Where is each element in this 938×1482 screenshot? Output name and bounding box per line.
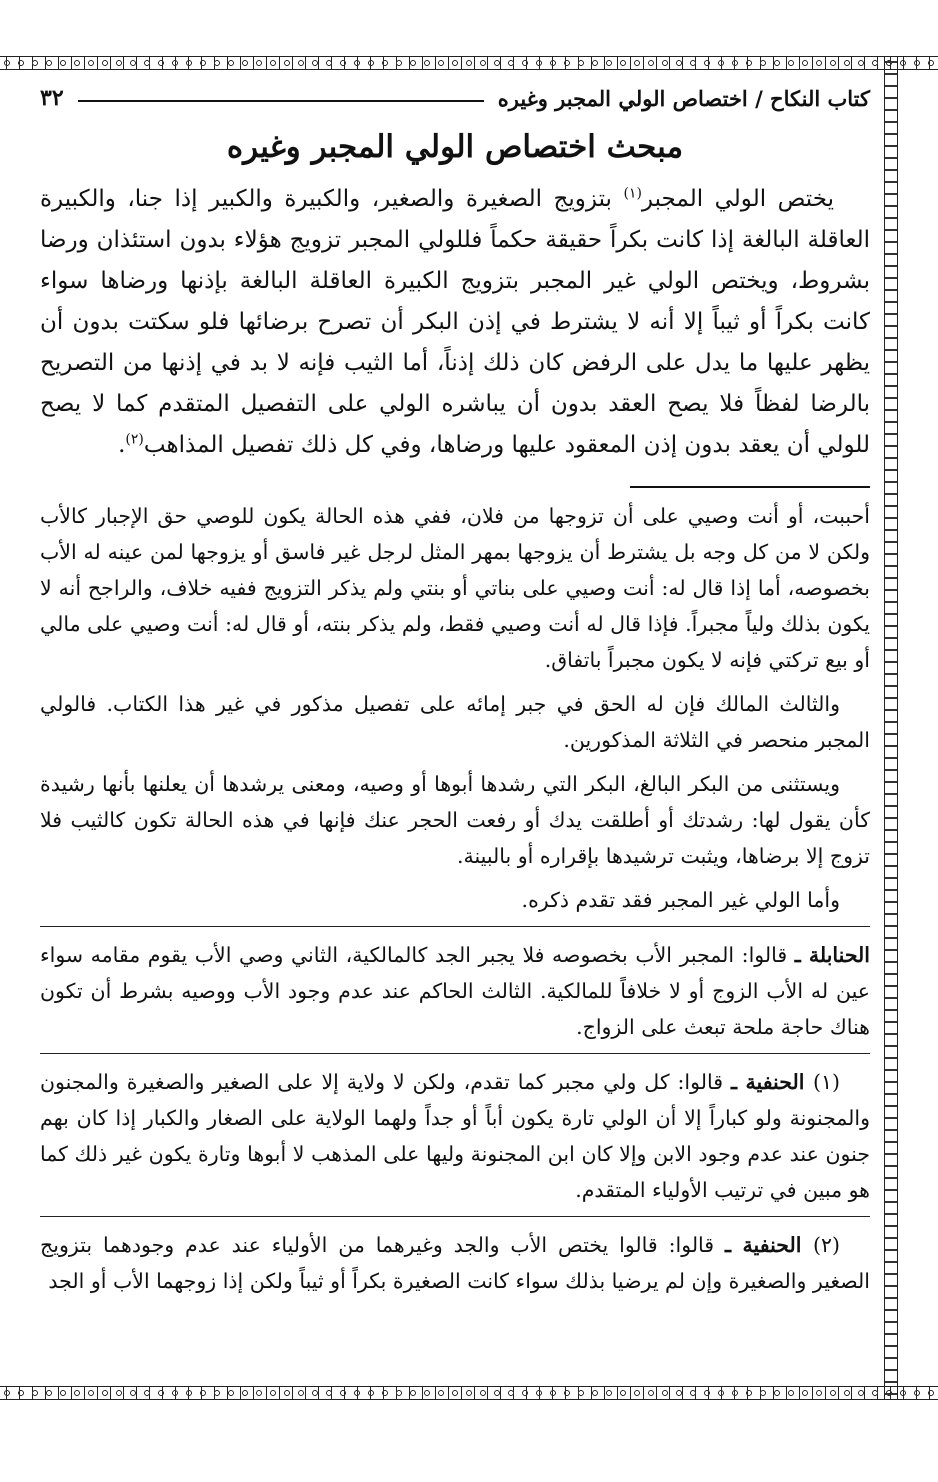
running-head-rule [78, 100, 484, 102]
footnote-marker-2[interactable]: (٢) [125, 431, 144, 448]
main-paragraph [40, 179, 870, 466]
footnote-2 [40, 1227, 870, 1299]
footnote-2-text: قالوا: قالوا يختص الأب والجد وغيرهما من الأولياء عند عدم وجودهما بتزويج الصغير والصغيرة وإن لم يرضيا بذلك سواء كانت الصغيرة بكراً أو ثيباً ولكن إذا زوجهما الأب أو الجد [40, 1233, 870, 1293]
main-text-start: يختص الولي المجبر [641, 186, 834, 212]
footnote-continuation-2: والثالث المالك فإن له الحق في جبر إمائه على تفصيل مذكور في غير هذا الكتاب. فالولي المجبر منحصر في الثلاثة المذكورين. [40, 692, 870, 752]
footnote-divider [40, 1216, 870, 1217]
hanabila-text: قالوا: المجبر الأب بخصوصه فلا يجبر الجد كالمالكية، الثاني وصي الأب يقوم مقامه سواء عين له الأب الزوج أو لا خلافاً للمالكية. الثالث الحاكم عند عدم وجود الأب ووصيه بشرط أن تكون هناك حاجة ملحة تبعث على الزواج. [40, 943, 870, 1039]
page-number: ٣٢ [40, 85, 64, 111]
footnote-separator [630, 486, 870, 488]
footnote-divider [40, 1053, 870, 1054]
running-head [40, 78, 870, 119]
main-text [40, 179, 870, 466]
footnotes [40, 498, 870, 1299]
footnote-continuation-3: ويستثنى من البكر البالغ، البكر التي رشدها أبوها أو وصيه، ومعنى يرشدها أن يعلنها بأنها رشيدة كأن يقول لها: رشدتك أو أطلقت يدك أو رفعت الحجر عنك فإنها في هذه الحالة تكون كالثيب فلا تزوج إلا برضاها، ويثبت ترشيدها بإقراره أو بالبينة. [40, 772, 870, 868]
madhhab-label-hanafiyya: الحنفية ـ [730, 1070, 813, 1094]
footnote-1-number: (١) [812, 1070, 840, 1094]
ornamental-border-top [0, 56, 938, 70]
ornamental-border-right [884, 56, 898, 1400]
footnote-divider [40, 926, 870, 927]
book-page [40, 78, 870, 1378]
footnote-hanabila [40, 937, 870, 1045]
footnote-continuation-4: وأما الولي غير المجبر فقد تقدم ذكره. [521, 888, 840, 912]
madhhab-label-hanabila: الحنابلة ـ [794, 943, 871, 967]
running-head-title: كتاب النكاح / اختصاص الولي المجبر وغيره [497, 85, 870, 111]
main-text-end: . [118, 432, 126, 458]
footnote-1 [40, 1064, 870, 1208]
footnote-continuation-1: أحببت، أو أنت وصيي على أن تزوجها من فلان، ففي هذه الحالة يكون للوصي حق الإجبار كالأب ولكن لا من كل وجه بل يشترط أن يزوجها بمهر المثل لرجل غير فاسق أو يزوجها لمن عينه له الأب بخصوصه، أما إذا قال له: أنت وصيي على بناتي أو بنتي ولم يذكر التزويج ففيه خلاف، والراجح أنه لا يكون بذلك ولياً مجبراً. فإذا قال له أنت وصيي فقط، ولم يذكر بنته، أو قال له: أنت وصيي على مالي أو بيع تركتي فإنه لا يكون مجبراً باتفاق. [40, 504, 870, 672]
madhhab-label-hanafiyya-2: الحنفية ـ [725, 1233, 813, 1257]
footnote-2-number: (٢) [812, 1233, 840, 1257]
footnote-1-text: قالوا: كل ولي مجبر كما تقدم، ولكن لا ولاية إلا على الصغير والصغيرة والمجنون والمجنونة ولو كباراً إلا أن الولي تارة يكون أباً أو جداً ولهما الولاية على الصغار والكبار إذا كان بهم جنون عند عدم وجود الابن وإلا كان ابن المجنونة وليها على المذهب لا أبوها وتارة يكون غير ذلك كما هو مبين في ترتيب الأولياء المتقدم. [40, 1070, 870, 1202]
main-text-body: بتزويج الصغيرة والصغير، والكبيرة والكبير إذا جنا، والكبيرة العاقلة البالغة إذا كانت بكراً حقيقة حكماً فللولي المجبر تزويج هؤلاء بدون استئذان ورضا بشروط، ويختص الولي غير المجبر بتزويج الكبيرة العاقلة البالغة بإذنها ورضاها سواء كانت بكراً أو ثيباً إلا أنه لا يشترط في إذن البكر أن تصرح برضائها فلو سكتت بدون أن يظهر عليها ما يدل على الرفض كان ذلك إذناً، أما الثيب فإنه لا بد في إذنها من التصريح بالرضا لفظاً فلا يصح العقد بدون أن يباشره الولي على التفصيل المتقدم كما لا يصح للولي أن يعقد بدون إذن المعقود عليها ورضاها، وفي كل ذلك تفصيل المذاهب [40, 186, 870, 458]
ornamental-border-bottom [0, 1386, 938, 1400]
chapter-title: مبحث اختصاص الولي المجبر وغيره [226, 129, 684, 165]
footnote-marker-1[interactable]: (١) [623, 185, 642, 202]
